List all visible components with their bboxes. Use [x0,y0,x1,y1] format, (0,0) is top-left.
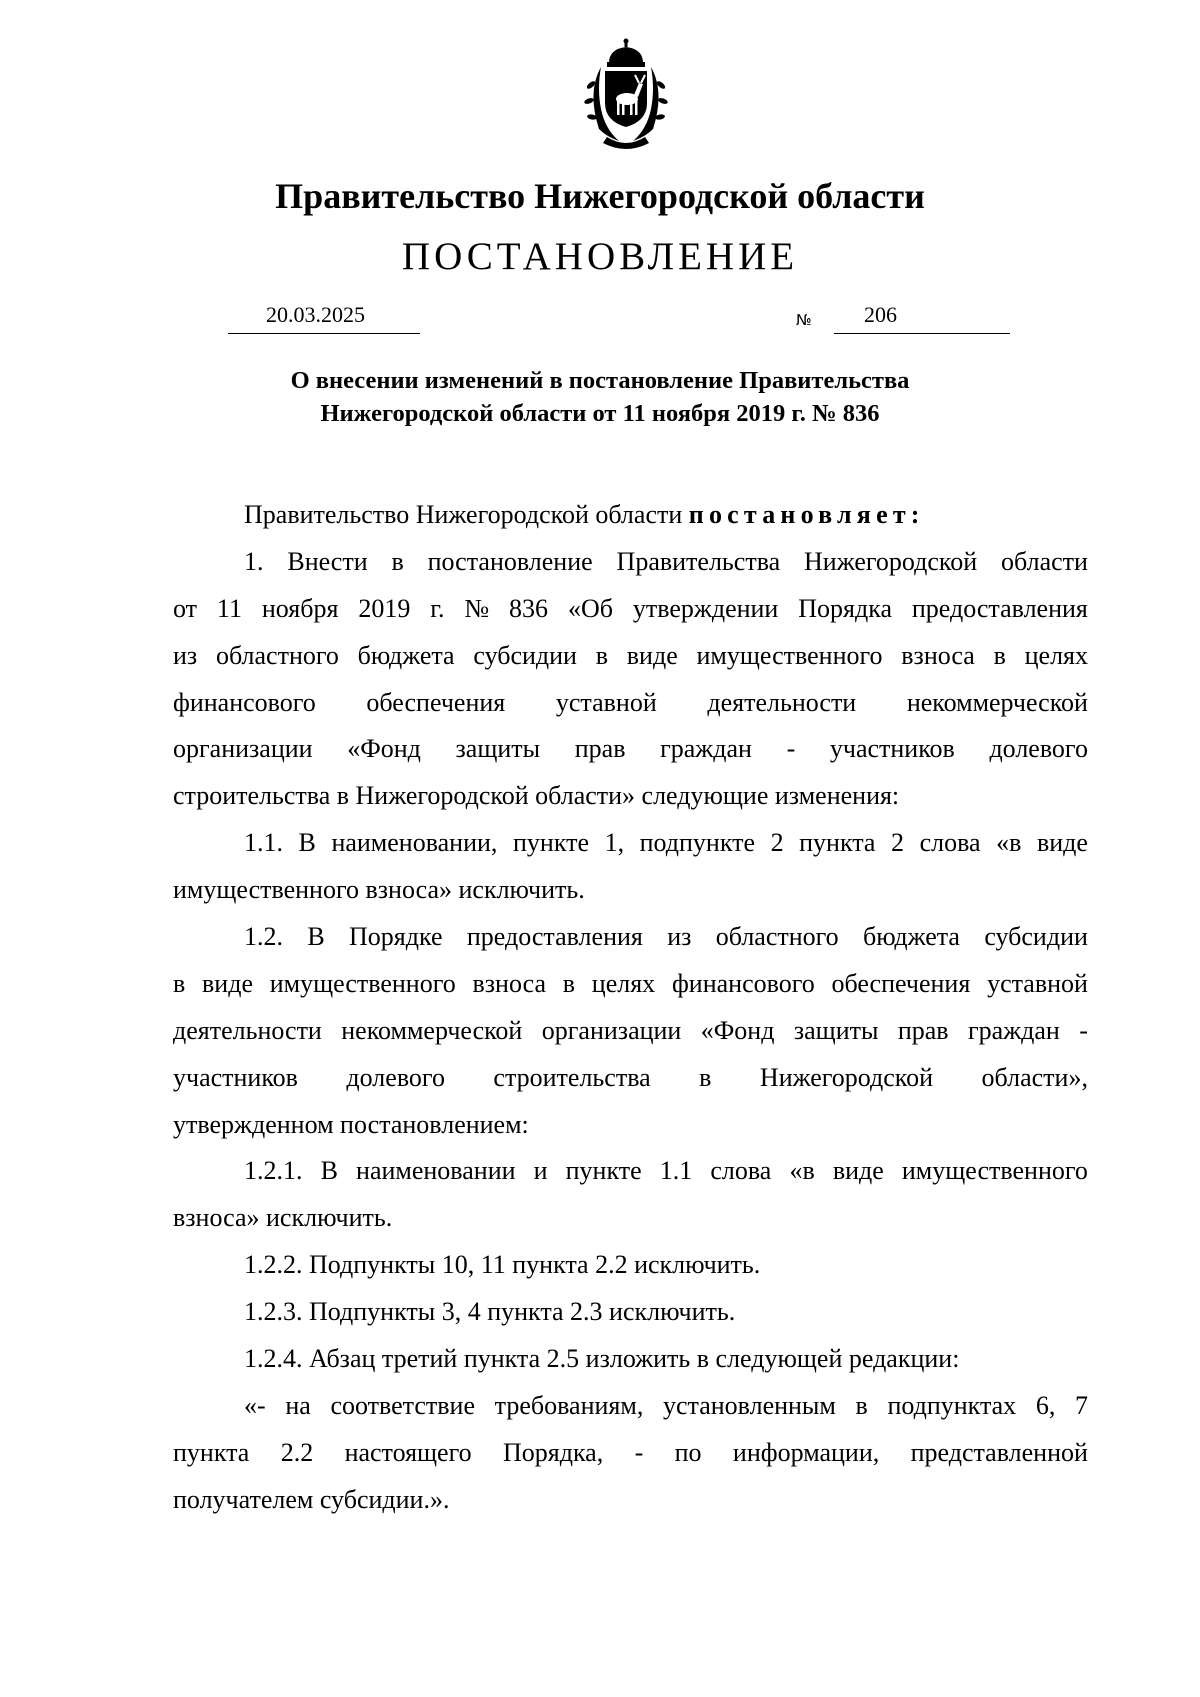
word: в [391,546,404,576]
word: бюджета [863,922,960,952]
word: требованиям, [494,1390,644,1420]
word: ноября [261,593,339,623]
subject-line: Нижегородской области от 11 ноября 2019 г. № 836 [320,400,880,427]
word: от [173,593,198,623]
word: защиты [793,1015,879,1045]
word: 2019 [358,593,411,623]
word: обеспечения [366,687,506,717]
paragraph-line: строительства в Нижегородской области» следующие изменения: [173,781,900,811]
word: взноса [472,968,547,998]
word: некоммерческой [341,1015,523,1045]
word: 1.1. [244,828,283,858]
paragraph-line [173,1430,1088,1477]
word: «в [789,1156,815,1186]
word: области», [981,1062,1088,1092]
word: 2 [770,828,784,858]
document-type: ПОСТАНОВЛЕНИЕ [401,235,799,278]
word: Нижегородской [759,1062,934,1092]
word: 1.2.1. [244,1156,303,1186]
word: установленным [662,1390,836,1420]
word: уставной [555,687,657,717]
word: на [285,1390,311,1420]
word: Порядка, [502,1437,604,1467]
word: подпункте [639,828,756,858]
word: «Фонд [700,1015,775,1045]
word: виде [202,968,253,998]
word: г. [430,593,445,623]
word: финансового [671,968,815,998]
word: «- [244,1390,266,1420]
word: «в [996,828,1022,858]
paragraph-line [173,539,1088,586]
word: 836 [509,593,549,623]
word: взноса [901,640,975,670]
word: Нижегородской [804,546,978,576]
word: областного [215,640,339,670]
paragraph-line: получателем субсидии.». [173,1484,450,1514]
document-date: 20.03.2025 [266,302,365,327]
word: в [993,640,1006,670]
word: № [464,593,490,623]
word: Правительства [616,546,781,576]
word: пункте [565,1156,642,1186]
word: в [855,1390,868,1420]
number-sign: № [796,311,812,329]
word: пункта [173,1437,250,1467]
paragraph-line [173,914,1088,961]
word: организации [541,1015,682,1045]
word: имущественного [696,640,883,670]
paragraph-line [173,680,1088,727]
paragraph-line: 1.2.2. Подпункты 10, 11 пункта 2.2 исключить. [244,1250,761,1280]
word: - [634,1437,644,1467]
paragraph-line: взноса» исключить. [173,1203,393,1233]
preamble-text: Правительство Нижегородской области [244,500,689,529]
paragraph-line: 1.2.3. Подпункты 3, 4 пункта 2.3 исключить. [244,1297,736,1327]
word: областного [715,922,839,952]
word: - [1079,1015,1088,1045]
word: участников [829,734,955,764]
word: подпунктах [887,1390,1017,1420]
word: долевого [989,734,1088,764]
word: предоставления [466,922,643,952]
word: имущественного [901,1156,1088,1186]
word: в [699,1062,712,1092]
word: и [533,1156,548,1186]
word: виде [626,640,678,670]
paragraph-line: утвержденном постановлением: [173,1109,529,1139]
paragraph-line [173,1055,1088,1102]
word: Порядке [349,922,443,952]
word: по [674,1437,702,1467]
word: в [173,968,186,998]
number-field [834,301,1010,334]
paragraph-line [173,961,1088,1008]
word: деятельности [707,687,857,717]
paragraph-line [173,1383,1088,1430]
paragraph-line [173,1008,1088,1055]
coat-of-arms-icon [577,37,675,149]
word: пункта [799,828,876,858]
word: субсидии [473,640,577,670]
word: в [595,640,609,670]
paragraph-line: имущественного взноса» исключить. [173,875,585,905]
word: - [786,734,796,764]
word: субсидии [984,922,1088,952]
word: слова [710,1156,772,1186]
word: слова [919,828,981,858]
word: виде [832,1156,884,1186]
paragraph-line [173,726,1088,773]
word: 1.1 [659,1156,693,1186]
word: области [1001,546,1088,576]
word: «Фонд [347,734,421,764]
word: целях [1024,640,1088,670]
word: имущественного [269,968,456,998]
word: 1. [244,546,264,576]
word: 2 [891,828,905,858]
word: предоставления [911,593,1088,623]
word: деятельности [173,1015,322,1045]
word: граждан [660,734,752,764]
word: из [667,922,692,952]
word: некоммерческой [906,687,1088,717]
word: виде [1036,828,1088,858]
word: Порядка [798,593,892,623]
word: 1, [604,828,625,858]
word: 11 [216,593,242,623]
word: наименовании [356,1156,516,1186]
word: Внести [287,546,368,576]
word: В [298,828,316,858]
word: 2.2 [280,1437,314,1467]
document-number: 206 [864,302,897,327]
paragraph-line [173,633,1088,680]
word: 7 [1075,1390,1088,1420]
document-body [173,492,1088,1524]
word: 6, [1035,1390,1056,1420]
word: представленной [910,1437,1088,1467]
word: соответствие [330,1390,475,1420]
word: настоящего [344,1437,472,1467]
word: финансового [173,687,316,717]
paragraph-line [173,820,1088,867]
word: участников [173,1062,298,1092]
word: строительства [493,1062,651,1092]
word: информации, [732,1437,880,1467]
word: 1.2. [244,922,283,952]
word: уставной [987,968,1088,998]
word: граждан [967,1015,1060,1045]
word: из [173,640,198,670]
preamble-keyword: постановляет: [688,500,925,529]
word: организации [173,734,313,764]
paragraph-line [173,1148,1088,1195]
word: в [562,968,576,998]
word: долевого [346,1062,445,1092]
word: прав [574,734,626,764]
paragraph-line [173,586,1088,633]
word: защиты [455,734,541,764]
subject-line: О внесении изменений в постановление Правительства [290,367,910,394]
word: В [307,922,325,952]
word: бюджета [357,640,455,670]
word: пункте [512,828,590,858]
word: целях [591,968,656,998]
date-field [228,301,420,334]
word: утверждении [632,593,779,623]
document-subject [0,364,1200,430]
preamble [173,492,1088,539]
paragraph-line: 1.2.4. Абзац третий пункта 2.5 изложить в следующей редакции: [244,1344,960,1374]
word: прав [897,1015,949,1045]
word: «Об [567,593,613,623]
word: В [320,1156,338,1186]
government-title: Правительство Нижегородской области [275,176,925,216]
word: наименовании, [331,828,498,858]
word: постановление [427,546,593,576]
word: обеспечения [831,968,971,998]
